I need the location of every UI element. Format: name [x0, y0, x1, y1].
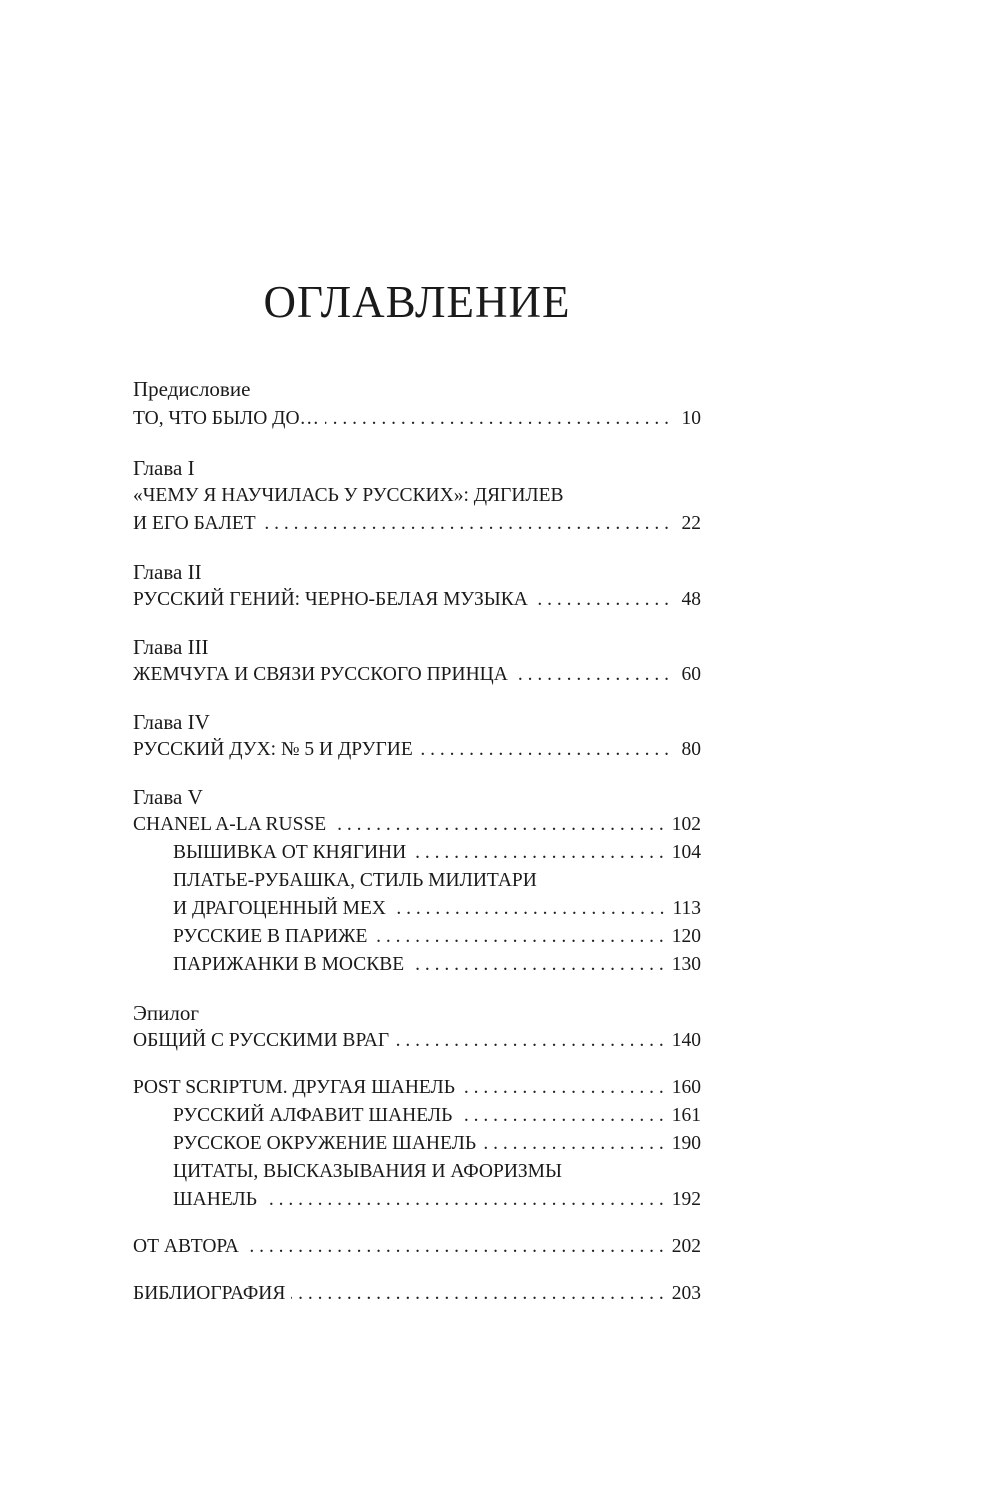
dot-leader: [395, 1027, 664, 1055]
page-number: 22: [681, 513, 701, 534]
toc-entry-ch5[interactable]: [133, 811, 701, 839]
toc-entry-ch1[interactable]: [133, 510, 701, 538]
section-label-preface: Предисловие: [133, 377, 251, 401]
page-number: 113: [672, 898, 701, 919]
toc-entry-title: ШАНЕЛЬ: [173, 1189, 257, 1210]
dot-leader: [392, 895, 664, 923]
dot-leader: [482, 1130, 664, 1158]
toc-subentry[interactable]: [173, 895, 701, 923]
dot-leader: [514, 661, 669, 689]
section-label-ch4: Глава IV: [133, 710, 210, 734]
page-number: 60: [681, 664, 701, 685]
page-number: 160: [671, 1077, 701, 1098]
page-number: 102: [671, 814, 701, 835]
dot-leader: [458, 1102, 663, 1130]
dot-leader: [410, 951, 664, 979]
toc-entry-title-line: «ЧЕМУ Я НАУЧИЛАСЬ У РУССКИХ»: ДЯГИЛЕВ: [133, 485, 564, 506]
section-label-ch1: Глава I: [133, 456, 195, 480]
section-label-ch3: Глава III: [133, 635, 209, 659]
toc-subentry[interactable]: [173, 1102, 701, 1130]
dot-leader: [419, 736, 669, 764]
page-number: 140: [671, 1030, 701, 1051]
toc-entry-title: ТО, ЧТО БЫЛО ДО…: [133, 408, 320, 429]
dot-leader: [245, 1233, 664, 1261]
section-label-ch2: Глава II: [133, 560, 202, 584]
page-number: 202: [671, 1236, 701, 1257]
toc-entry-title: РУССКИЙ ДУХ: № 5 И ДРУГИЕ: [133, 739, 413, 760]
toc-entry-title: ВЫШИВКА ОТ КНЯГИНИ: [173, 842, 407, 863]
toc-entry-preface[interactable]: [133, 405, 701, 433]
dot-leader: [332, 811, 664, 839]
toc-entry-title: ПАРИЖАНКИ В МОСКВЕ: [173, 954, 405, 975]
page-title: ОГЛАВЛЕНИЕ: [263, 277, 571, 327]
toc-entry-title: ЖЕМЧУГА И СВЯЗИ РУССКОГО ПРИНЦА: [133, 664, 508, 685]
toc-entry-title: ОБЩИЙ С РУССКИМИ ВРАГ: [133, 1030, 390, 1051]
toc-entry-from-author[interactable]: [133, 1233, 701, 1261]
section-label-ch5: Глава V: [133, 785, 203, 809]
dot-leader: [291, 1280, 663, 1308]
toc-entry-title: РУССКИЕ В ПАРИЖЕ: [173, 926, 368, 947]
toc-entry-title: РУССКИЙ АЛФАВИТ ШАНЕЛЬ: [173, 1105, 453, 1126]
toc-entry-title-line: ПЛАТЬЕ-РУБАШКА, СТИЛЬ МИЛИТАРИ: [173, 870, 537, 891]
toc-entry-title: И ДРАГОЦЕННЫЙ МЕХ: [173, 898, 387, 919]
toc-entry-title: РУССКИЙ ГЕНИЙ: ЧЕРНО-БЕЛАЯ МУЗЫКА: [133, 589, 528, 610]
toc-entry-title: И ЕГО БАЛЕТ: [133, 513, 256, 534]
toc-entry-ch2[interactable]: [133, 586, 701, 614]
dot-leader: [325, 405, 669, 433]
toc-entry-title: POST SCRIPTUM. ДРУГАЯ ШАНЕЛЬ: [133, 1077, 455, 1098]
page-number: 10: [681, 408, 701, 429]
toc-entry-post-scriptum[interactable]: [133, 1074, 701, 1102]
page-number: 120: [671, 926, 701, 947]
toc-entry-title: ОТ АВТОРА: [133, 1236, 239, 1257]
dot-leader: [534, 586, 669, 614]
page-number: 203: [671, 1283, 701, 1304]
page-number: 130: [671, 954, 701, 975]
dot-leader: [263, 1186, 664, 1214]
dot-leader: [461, 1074, 664, 1102]
toc-subentry[interactable]: [173, 1186, 701, 1214]
toc-subentry[interactable]: [173, 951, 701, 979]
toc-subentry[interactable]: [173, 839, 701, 867]
toc-entry-ch4[interactable]: [133, 736, 701, 764]
toc-entry-title: БИБЛИОГРАФИЯ: [133, 1283, 286, 1304]
toc-subentry[interactable]: [173, 923, 701, 951]
toc-entry-ch3[interactable]: [133, 661, 701, 689]
page-number: 48: [681, 589, 701, 610]
page-number: 192: [671, 1189, 701, 1210]
section-label-epilogue: Эпилог: [133, 1001, 199, 1025]
page-number: 190: [671, 1133, 701, 1154]
page-number: 80: [681, 739, 701, 760]
dot-leader: [412, 839, 664, 867]
toc-subentry[interactable]: [173, 1130, 701, 1158]
toc-entry-epilogue[interactable]: [133, 1027, 701, 1055]
dot-leader: [373, 923, 663, 951]
toc-entry-bibliography[interactable]: [133, 1280, 701, 1308]
dot-leader: [262, 510, 669, 538]
toc-entry-title: РУССКОЕ ОКРУЖЕНИЕ ШАНЕЛЬ: [173, 1133, 477, 1154]
toc-entry-title-line: ЦИТАТЫ, ВЫСКАЗЫВАНИЯ И АФОРИЗМЫ: [173, 1161, 563, 1182]
toc-entry-title: CHANEL A-LA RUSSE: [133, 814, 327, 835]
page-number: 104: [671, 842, 701, 863]
page-number: 161: [671, 1105, 701, 1126]
